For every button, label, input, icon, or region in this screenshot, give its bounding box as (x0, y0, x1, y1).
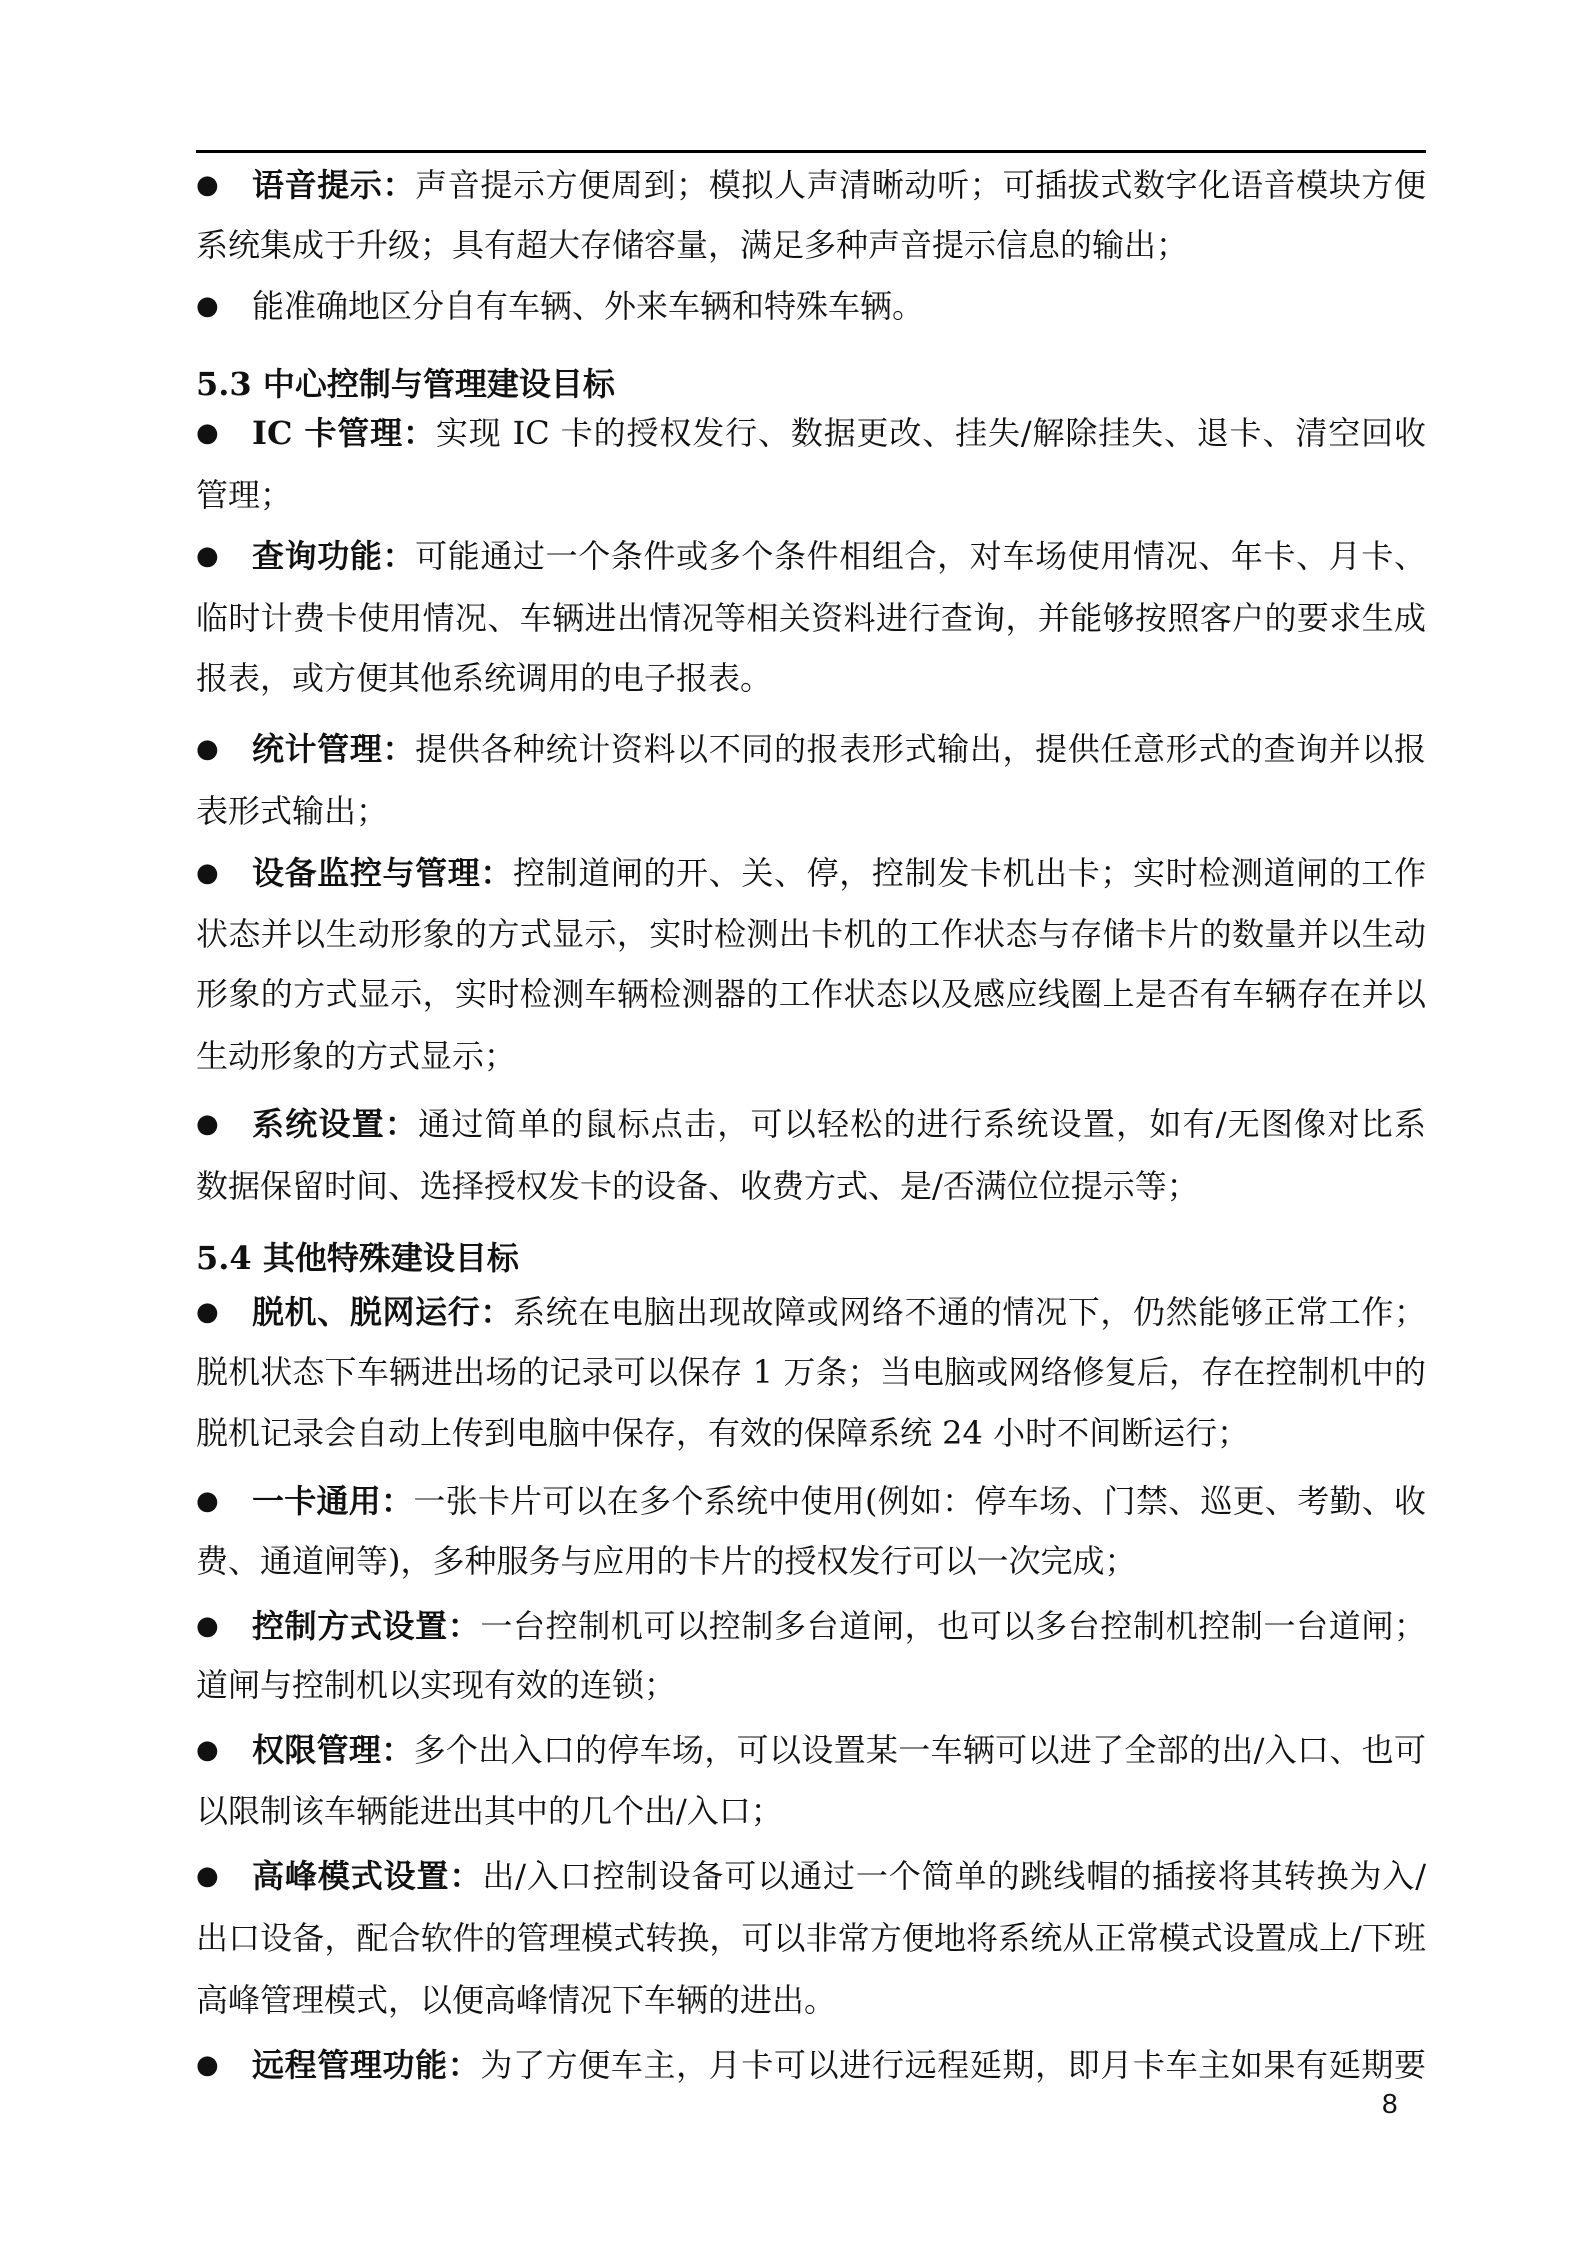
item-text: 系统在电脑出现故障或网络不通的情况下，仍然能够正常工作； (513, 1293, 1426, 1331)
bullet-icon: ● (196, 170, 219, 200)
item-text: 控制道闸的开、关、停，控制发卡机出卡；实时检测道闸的工作 (513, 854, 1426, 892)
text-line (196, 1978, 836, 2022)
item-text: 表形式输出； (196, 792, 389, 830)
page-number: 8 (1382, 2088, 1398, 2119)
item-text: 提供各种统计资料以不同的报表形式输出，提供任意形式的查询并以报 (415, 730, 1426, 768)
item-title: 脱机、脱网运行： (252, 1293, 514, 1331)
item-text: 出口设备，配合软件的管理模式转换，可以非常方便地将系统从正常模式设置成上/下班 (196, 1919, 1426, 1957)
item-title: 权限管理： (252, 1731, 414, 1769)
item-text: 一张卡片可以在多个系统中使用(例如：停车场、门禁、巡更、考勤、收 (413, 1482, 1426, 1520)
text-line (252, 1854, 1426, 1898)
bullet-icon: ● (196, 1486, 219, 1516)
header-rule (196, 150, 1426, 153)
text-line (252, 727, 1426, 771)
text-line (252, 163, 1426, 207)
text-line (252, 1290, 1426, 1334)
bullet-icon: ● (196, 1861, 219, 1891)
item-text: 生动形象的方式显示； (196, 1037, 517, 1075)
bullet-icon: ● (196, 1297, 219, 1327)
text-line (196, 1164, 1199, 1208)
text-line (196, 223, 1188, 267)
text-line (196, 1034, 516, 1078)
item-title: IC 卡管理： (252, 414, 436, 452)
item-text: 以限制该车辆能进出其中的几个出/入口； (196, 1792, 783, 1830)
bullet-icon: ● (196, 1735, 219, 1765)
item-title: 一卡通用： (252, 1482, 414, 1520)
item-text: 临时计费卡使用情况、车辆进出情况等相关资料进行查询，并能够按照客户的要求生成 (196, 599, 1426, 637)
text-line (196, 972, 1426, 1016)
item-text: 费、通道闸等)，多种服务与应用的卡片的授权发行可以一次完成； (196, 1542, 1137, 1580)
text-line (252, 2043, 1426, 2087)
item-text: 高峰管理模式，以便高峰情况下车辆的进出。 (196, 1981, 837, 2019)
text-line (252, 1728, 1426, 1772)
text-line (252, 411, 1426, 455)
text-line (196, 1411, 1249, 1455)
text-line (196, 596, 1426, 640)
heading-text (196, 362, 615, 406)
text-line (196, 1539, 1137, 1583)
text-line (196, 473, 292, 517)
item-title: 统计管理： (252, 730, 416, 768)
item-title: 远程管理功能： (252, 2046, 481, 2084)
bullet-icon: ● (196, 291, 219, 321)
item-text: 5.4 其他特殊建设目标 (196, 1239, 519, 1277)
text-line (196, 1789, 783, 1833)
text-line (196, 789, 388, 833)
item-title: 高峰模式设置： (252, 1857, 483, 1895)
item-text: 为了方便车主，月卡可以进行远程延期，即月卡车主如果有延期要 (480, 2046, 1426, 2084)
item-title: 控制方式设置： (252, 1607, 481, 1645)
item-text: 实现 IC 卡的授权发行、数据更改、挂失/解除挂失、退卡、清空回收 (435, 414, 1426, 452)
item-text: 能准确地区分自有车辆、外来车辆和特殊车辆。 (252, 287, 925, 325)
heading-text (196, 1236, 519, 1280)
text-line (252, 284, 924, 328)
text-line (196, 656, 772, 700)
bullet-icon: ● (196, 858, 219, 888)
item-text: 5.3 中心控制与管理建设目标 (196, 365, 615, 403)
bullet-icon: ● (196, 1611, 219, 1641)
item-text: 声音提示方便周到；模拟人声清晰动听；可插拔式数字化语音模块方便 (415, 166, 1426, 204)
item-text: 系统集成于升级；具有超大存储容量，满足多种声音提示信息的输出； (196, 226, 1189, 264)
text-line (196, 1663, 676, 1707)
text-line (252, 1479, 1426, 1523)
item-title: 设备监控与管理： (252, 854, 514, 892)
item-text: 管理； (196, 476, 293, 514)
item-text: 通过简单的鼠标点击，可以轻松的进行系统设置，如有/无图像对比系 (418, 1105, 1426, 1143)
text-line (196, 1350, 1426, 1394)
item-title: 系统设置： (252, 1105, 419, 1143)
item-text: 多个出入口的停车场，可以设置某一车辆可以进了全部的出/入口、也可 (413, 1731, 1426, 1769)
bullet-icon: ● (196, 541, 219, 571)
item-text: 脱机记录会自动上传到电脑中保存，有效的保障系统 24 小时不间断运行； (196, 1414, 1250, 1452)
item-text: 形象的方式显示，实时检测车辆检测器的工作状态以及感应线圈上是否有车辆存在并以 (196, 975, 1426, 1013)
item-text: 可能通过一个条件或多个条件相组合，对车场使用情况、年卡、月卡、 (415, 537, 1426, 575)
bullet-icon: ● (196, 418, 219, 448)
item-title: 查询功能： (252, 537, 416, 575)
item-text: 道闸与控制机以实现有效的连锁； (196, 1666, 677, 1704)
item-title: 语音提示： (252, 166, 416, 204)
item-text: 脱机状态下车辆进出场的记录可以保存 1 万条；当电脑或网络修复后，存在控制机中的 (196, 1353, 1426, 1391)
text-line (196, 1916, 1426, 1960)
bullet-icon: ● (196, 734, 219, 764)
item-text: 报表，或方便其他系统调用的电子报表。 (196, 659, 773, 697)
item-text: 数据保留时间、选择授权发卡的设备、收费方式、是/否满位位提示等； (196, 1167, 1199, 1205)
text-line (196, 912, 1426, 956)
item-text: 出/入口控制设备可以通过一个简单的跳线帽的插接将其转换为入/ (482, 1857, 1426, 1895)
bullet-icon: ● (196, 1109, 219, 1139)
text-line (252, 1102, 1426, 1146)
bullet-icon: ● (196, 2050, 219, 2080)
item-text: 一台控制机可以控制多台道闸，也可以多台控制机控制一台道闸； (480, 1607, 1426, 1645)
text-line (252, 534, 1426, 578)
text-line (252, 1604, 1426, 1648)
text-line (252, 851, 1426, 895)
item-text: 状态并以生动形象的方式显示，实时检测出卡机的工作状态与存储卡片的数量并以生动 (196, 915, 1426, 953)
